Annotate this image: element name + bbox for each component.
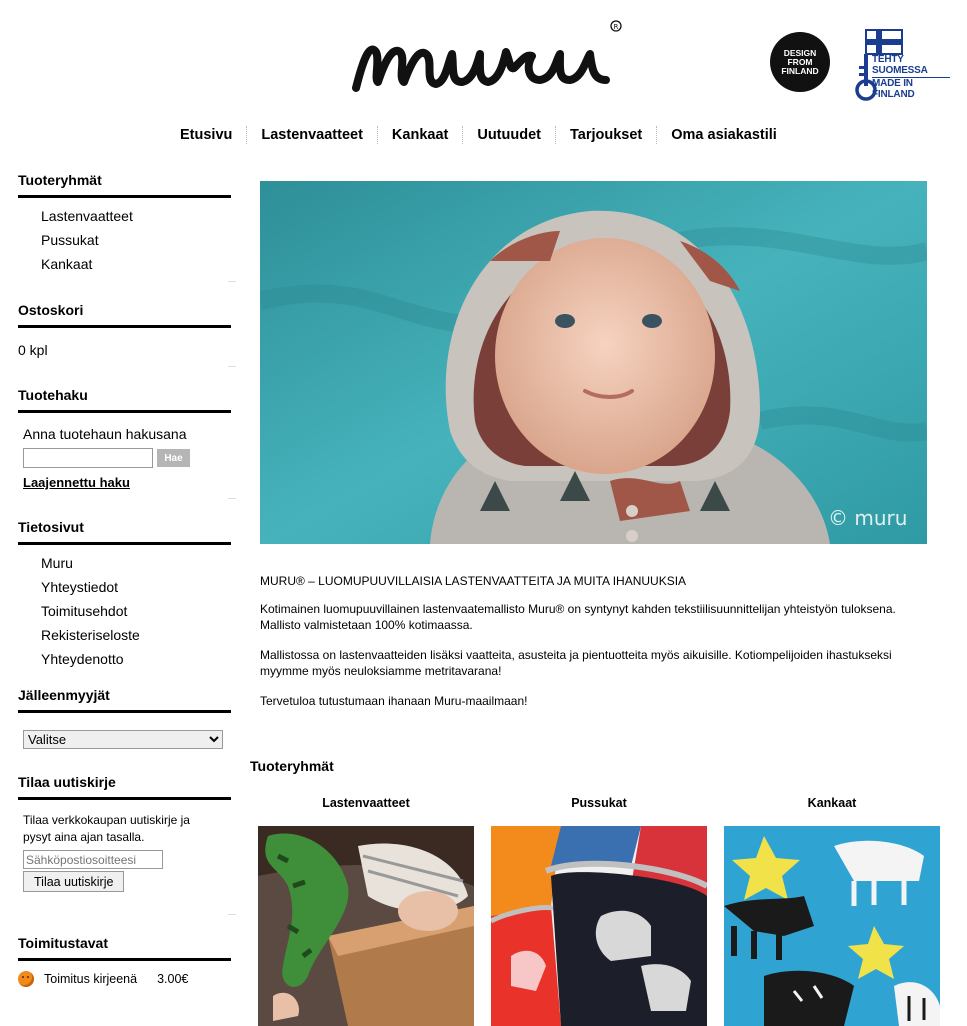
muru-logo[interactable] xyxy=(350,16,630,102)
intro-paragraph-3: Tervetuloa tutustumaan ihanaan Muru-maailmaan! xyxy=(260,694,528,708)
sidebar-search-title: Tuotehaku xyxy=(18,387,231,413)
intro-paragraph-1: Kotimainen luomupuuvillainen lastenvaatemallisto Muru® on syntynyt kahden tekstiilisuunnittelijan yhteistyön tuloksena. Mallisto valmistetaan 100% kotimaassa. xyxy=(260,602,896,632)
sidebar-item-muru[interactable]: Muru xyxy=(41,555,73,571)
category-photo xyxy=(258,826,474,1026)
sidebar-cart-title: Ostoskori xyxy=(18,302,231,328)
nav-kankaat[interactable]: Kankaat xyxy=(377,126,462,144)
sidebar-item-kankaat[interactable]: Kankaat xyxy=(41,256,93,272)
divider xyxy=(228,281,236,282)
sidebar-info-list xyxy=(18,545,231,674)
nav-tarjoukset[interactable]: Tarjoukset xyxy=(555,126,656,144)
category-label[interactable]: Kankaat xyxy=(807,796,857,810)
divider xyxy=(228,366,236,367)
newsletter-text: Tilaa verkkokaupan uutiskirje ja pysyt aina ajan tasalla. xyxy=(23,813,190,844)
divider xyxy=(228,914,236,915)
hero-watermark: © muru xyxy=(828,506,908,530)
category-card-pussukat[interactable] xyxy=(491,796,707,1026)
intro-paragraph-2: Mallistossa on lastenvaatteiden lisäksi vaatteita, asusteita ja pientuotteita myös aikuisille. Kotiompelijoiden ihastukseksi myymme myös neuloksiamme metritavarana! xyxy=(260,648,892,678)
made-in-finland-badge[interactable] xyxy=(850,26,950,102)
newsletter-email-input[interactable] xyxy=(23,850,163,869)
search-button[interactable]: Hae xyxy=(157,449,190,467)
category-image-pussukat[interactable] xyxy=(491,826,707,1026)
divider xyxy=(228,498,236,499)
top-navigation xyxy=(166,126,791,144)
svg-text:R: R xyxy=(613,23,619,31)
intro-heading: MURU® – LUOMUPUUVILLAISIA LASTENVAATTEITA JA MUITA IHANUUKSIA xyxy=(260,574,687,588)
search-input[interactable] xyxy=(23,448,153,468)
badge-mif-line1: TEHTY SUOMESSA xyxy=(872,54,950,78)
sidebar-item-yhteystiedot[interactable]: Yhteystiedot xyxy=(41,579,119,595)
category-label[interactable]: Lastenvaatteet xyxy=(322,796,410,810)
nav-uutuudet[interactable]: Uutuudet xyxy=(462,126,555,144)
cart-count[interactable]: 0 kpl xyxy=(18,342,48,358)
intro-text xyxy=(260,573,927,723)
newsletter-form xyxy=(18,846,231,892)
shipping-icon xyxy=(18,971,34,987)
category-card-kankaat[interactable] xyxy=(724,796,940,1026)
sidebar-newsletter-title: Tilaa uutiskirje xyxy=(18,774,231,800)
search-box xyxy=(18,413,231,490)
sidebar-info-title: Tietosivut xyxy=(18,519,231,545)
nav-lastenvaatteet[interactable]: Lastenvaatteet xyxy=(246,126,377,144)
shipping-row xyxy=(18,961,231,987)
category-image-kankaat[interactable] xyxy=(724,826,940,1026)
category-card-lastenvaatteet[interactable] xyxy=(258,796,474,1026)
newsletter-button-row xyxy=(23,871,231,892)
badge-dff-text: DESIGN FROM FINLAND xyxy=(781,47,819,76)
spacer xyxy=(18,674,231,687)
sidebar-shipping-title: Toimitustavat xyxy=(18,935,231,961)
nav-etusivu[interactable]: Etusivu xyxy=(180,127,233,143)
nav-oma-asiakastili[interactable]: Oma asiakastili xyxy=(656,126,791,144)
category-label[interactable]: Pussukat xyxy=(571,796,627,810)
category-image-lastenvaatteet[interactable] xyxy=(258,826,474,1026)
badge-mif-text xyxy=(872,54,950,100)
product-groups-title: Tuoteryhmät xyxy=(250,758,334,774)
spacer xyxy=(18,749,231,774)
resellers-select[interactable] xyxy=(23,730,223,749)
design-from-finland-badge[interactable] xyxy=(770,32,830,92)
category-photo xyxy=(491,826,707,1026)
sidebar-item-lastenvaatteet[interactable]: Lastenvaatteet xyxy=(41,208,133,224)
search-row xyxy=(23,448,231,468)
sidebar-item-toimitusehdot[interactable]: Toimitusehdot xyxy=(41,603,128,619)
advanced-search-link[interactable]: Laajennettu haku xyxy=(23,475,130,490)
shipping-method: Toimitus kirjeenä xyxy=(44,972,138,986)
sidebar-groups-list xyxy=(18,198,231,279)
category-photo xyxy=(724,826,940,1026)
sidebar-item-rekisteriseloste[interactable]: Rekisteriseloste xyxy=(41,627,140,643)
badge-mif-line2: MADE IN FINLAND xyxy=(872,78,915,100)
search-prompt: Anna tuotehaun hakusana xyxy=(23,426,187,442)
sidebar-groups-title: Tuoteryhmät xyxy=(18,172,231,198)
sidebar-resellers-title: Jälleenmyyjät xyxy=(18,687,231,713)
hero-image xyxy=(260,181,927,544)
resellers-box xyxy=(18,713,231,749)
sidebar-item-yhteydenotto[interactable]: Yhteydenotto xyxy=(41,651,124,667)
newsletter-subscribe-button[interactable]: Tilaa uutiskirje xyxy=(23,871,124,892)
sidebar-item-pussukat[interactable]: Pussukat xyxy=(41,232,99,248)
muru-logo-graphic xyxy=(350,16,630,102)
sidebar xyxy=(18,172,231,987)
shipping-price: 3.00€ xyxy=(157,972,189,986)
hero-photo xyxy=(260,181,927,544)
